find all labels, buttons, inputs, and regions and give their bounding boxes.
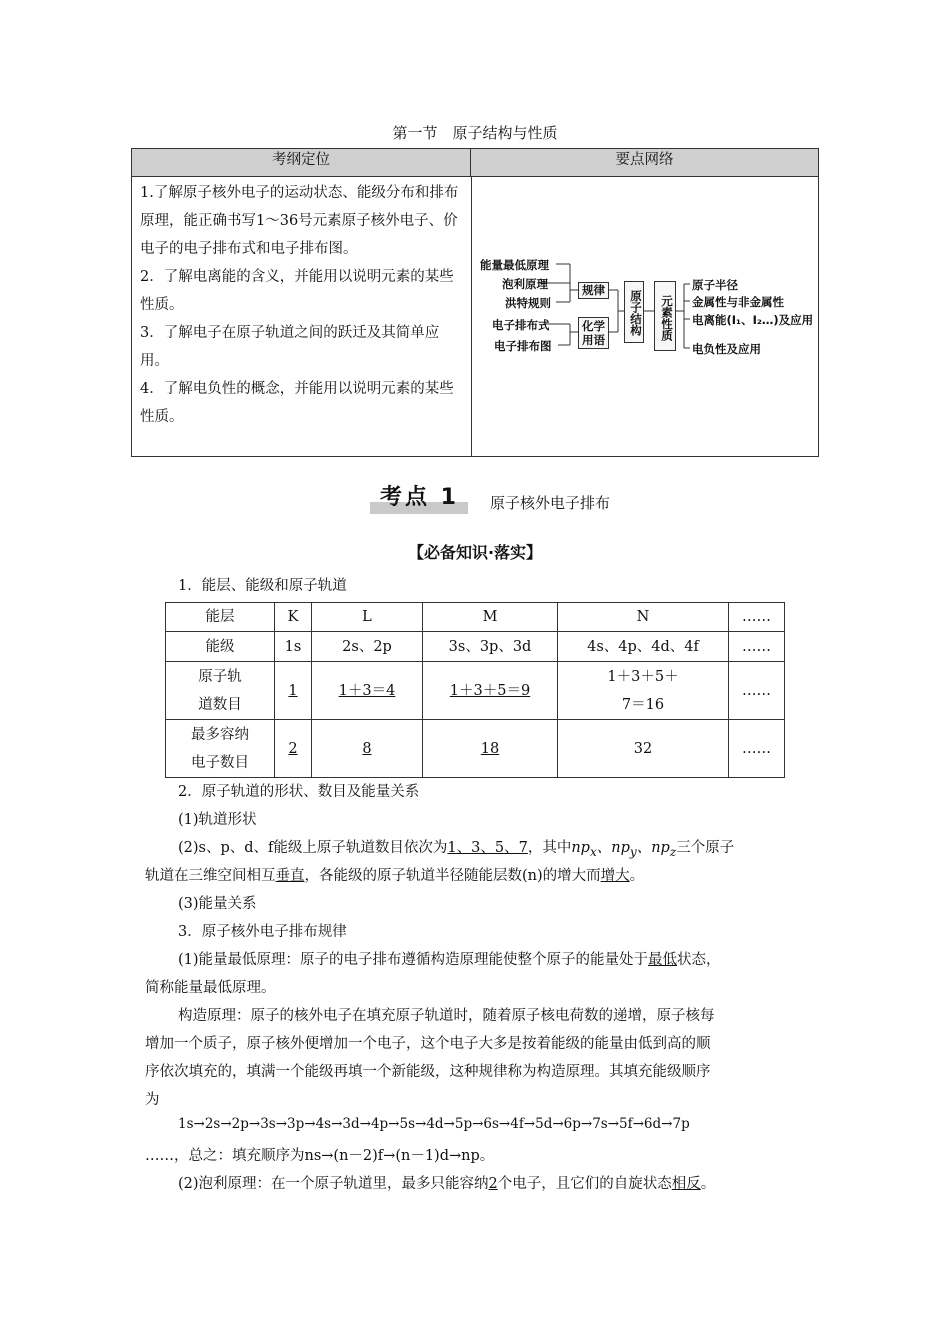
table-cell: 4s、4p、4d、4f xyxy=(558,632,729,662)
goal-item: 3．了解电子在原子轨道之间的跃迁及其简单应用。 xyxy=(140,325,440,369)
table-cell: 1s xyxy=(275,632,312,662)
diagram-item: 能量最低原理 xyxy=(480,258,549,272)
syllabus-goals xyxy=(140,179,465,431)
table-cell: 32 xyxy=(558,720,729,778)
table-cell xyxy=(275,720,312,778)
table-cell: 1＋3＋5＋7＝16 xyxy=(558,662,729,720)
table-cell: …… xyxy=(729,632,785,662)
table-cell: 最多容纳电子数目 xyxy=(166,720,275,778)
table-cell xyxy=(275,662,312,720)
diagram-item: 洪特规则 xyxy=(505,296,551,310)
answer-blank: 最低 xyxy=(648,952,678,968)
goal-item: 1.了解原子核外电子的运动状态、能级分布和排布原理，能正确书写1～36号元素原子核外电子、价电子的电子排布式和电子排布图。 xyxy=(140,185,459,257)
table-cell: 原子轨道数目 xyxy=(166,662,275,720)
table-cell: 能层 xyxy=(166,603,275,632)
col-header-syllabus: 考纲定位 xyxy=(132,149,471,177)
diagram-item: 泡利原理 xyxy=(502,277,548,291)
table-cell xyxy=(423,720,558,778)
answer-blank: 1＋3＋5＝9 xyxy=(449,682,531,699)
table-row xyxy=(166,632,785,662)
paragraph: (2)泡利原理：在一个原子轨道里，最多只能容纳2个电子，且它们的自旋状态相反。 xyxy=(178,1176,716,1192)
diagram-item: 电子排布式 xyxy=(492,318,550,332)
diagram-item: 原子半径 xyxy=(692,278,738,292)
table-cell: L xyxy=(312,603,423,632)
table-cell: N xyxy=(558,603,729,632)
diagram-item: 电离能(I₁、I₂…)及应用 xyxy=(692,313,814,327)
box-atomic-structure: 原子结构 xyxy=(624,281,644,343)
subheading: 1．能层、能级和原子轨道 xyxy=(178,578,347,594)
table-cell: 3s、3p、3d xyxy=(423,632,558,662)
table-cell: M xyxy=(423,603,558,632)
kaodian-label: 考点 1 xyxy=(380,485,459,510)
paragraph: 为 xyxy=(145,1092,160,1108)
answer-blank: 18 xyxy=(480,740,500,757)
answer-blank: 8 xyxy=(362,740,372,757)
paragraph: (3)能量关系 xyxy=(178,896,257,912)
subheading: 3．原子核外电子排布规律 xyxy=(178,924,347,940)
knowledge-network-diagram xyxy=(472,177,819,457)
paragraph: 序依次填充的，填满一个能级再填一个新能级，这种规律称为构造原理。其填充能级顺序 xyxy=(145,1064,711,1080)
answer-blank: 1、3、5、7 xyxy=(447,840,528,856)
table-cell: …… xyxy=(729,720,785,778)
knowledge-heading: 【必备知识·落实】 xyxy=(407,543,543,562)
syllabus-table xyxy=(131,148,819,457)
paragraph: 轨道在三维空间相互垂直，各能级的原子轨道半径随能层数(n)的增大而增大。 xyxy=(145,868,645,884)
box-chemical-language: 化学用语 xyxy=(578,317,609,349)
paragraph: (1)轨道形状 xyxy=(178,812,257,828)
table-cell: …… xyxy=(729,603,785,632)
table-row xyxy=(166,662,785,720)
col-header-network: 要点网络 xyxy=(471,149,818,177)
paragraph: ……，总之：填充顺序为ns→(n－2)f→(n－1)d→np。 xyxy=(145,1148,495,1164)
diagram-item: 金属性与非金属性 xyxy=(692,295,784,309)
answer-blank: 1＋3＝4 xyxy=(338,682,396,699)
diagram-item: 电子排布图 xyxy=(494,339,552,353)
paragraph: 构造原理：原子的核外电子在填充原子轨道时，随着原子核电荷数的递增，原子核每 xyxy=(178,1008,715,1024)
section-title: 第一节 原子结构与性质 xyxy=(392,124,558,142)
table-cell: 能级 xyxy=(166,632,275,662)
answer-blank: 2 xyxy=(288,740,298,757)
table-cell: …… xyxy=(729,662,785,720)
paragraph: (2)s、p、d、f能级上原子轨道数目依次为1、3、5、7，其中$np_x$、$np_y$、$np_z$三个原子 xyxy=(178,840,735,859)
subheading: 2．原子轨道的形状、数目及能量关系 xyxy=(178,784,420,800)
paragraph: 增加一个质子，原子核外便增加一个电子，这个电子大多是按着能级的能量由低到高的顺 xyxy=(145,1036,711,1052)
paragraph: 简称能量最低原理。 xyxy=(145,980,276,996)
box-rule: 规律 xyxy=(578,282,609,299)
kaodian-title: 原子核外电子排布 xyxy=(490,494,611,512)
box-element-properties: 元素性质 xyxy=(654,281,676,351)
table-cell xyxy=(423,662,558,720)
table-row xyxy=(166,720,785,778)
answer-blank: 相反 xyxy=(671,1176,701,1192)
goal-item: 2．了解电离能的含义，并能用以说明元素的某些性质。 xyxy=(140,269,454,313)
table-cell xyxy=(312,662,423,720)
diagram-item: 电负性及应用 xyxy=(692,342,761,356)
shell-table xyxy=(165,602,785,778)
table-cell: K xyxy=(275,603,312,632)
answer-blank: 2 xyxy=(488,1176,498,1192)
table-cell xyxy=(312,720,423,778)
paragraph: (1)能量最低原理：原子的电子排布遵循构造原理能使整个原子的能量处于最低状态， xyxy=(178,952,721,968)
table-row xyxy=(166,603,785,632)
goal-item: 4．了解电负性的概念，并能用以说明元素的某些性质。 xyxy=(140,381,454,425)
answer-blank: 1 xyxy=(288,682,298,699)
filling-order: 1s→2s→2p→3s→3p→4s→3d→4p→5s→4d→5p→6s→4f→5d→6p→7s→5f→6d→7p xyxy=(178,1116,690,1132)
table-cell: 2s、2p xyxy=(312,632,423,662)
answer-blank: 增大 xyxy=(600,868,630,884)
answer-blank: 垂直 xyxy=(275,868,305,884)
